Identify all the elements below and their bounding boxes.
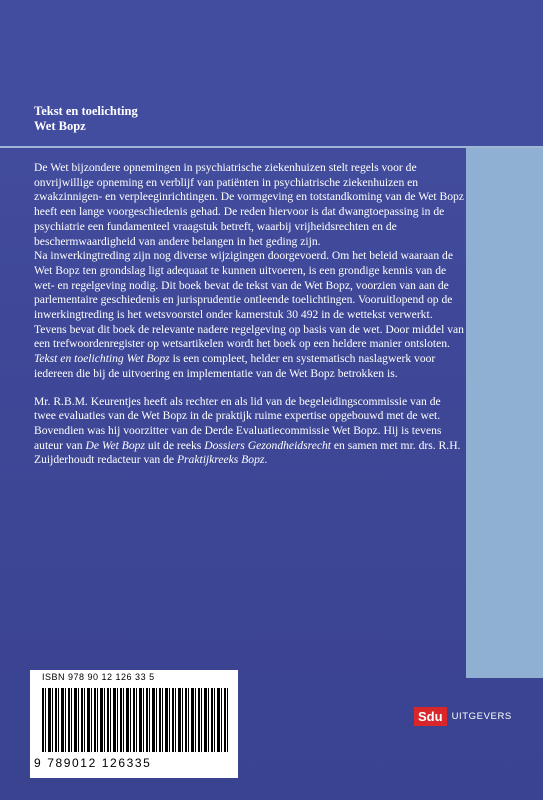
paragraph-summary: Tekst en toelichting Wet Bopz is een compleet, helder en systematisch naslagwerk voor iedereen die bij de uitvoering en implementatie van de Wet Bopz betrokken is. <box>34 352 436 380</box>
right-color-panel <box>466 148 543 678</box>
barcode-icon <box>42 688 228 752</box>
ean-digits: 9 789012 126335 <box>34 756 152 770</box>
blurb <box>34 161 464 468</box>
divider-rule <box>0 146 543 148</box>
isbn-label: ISBN 978 90 12 126 33 5 <box>42 672 155 682</box>
book-title-italic: Tekst en toelichting Wet Bopz <box>34 352 170 366</box>
publisher-logo <box>414 706 512 726</box>
title-line-1: Tekst en toelichting <box>34 104 138 118</box>
paragraph-author: Mr. R.B.M. Keurentjes heeft als rechter en als lid van de begeleidingscommissie van de twee evaluaties van de Wet Bopz in de praktijk ruime expertise opgebouwd met de wet. Bovendien was hij voorzitter van de Derde Evaluatiecommissie Wet Bopz. Hij is tevens auteur van De Wet Bopz uit de reeks Dossiers Gezondheidsrecht en samen met mr. drs. R.H. Zuijderhoudt redacteur van de Praktijkreeks Bopz. <box>34 394 461 467</box>
title-line-2: Wet Bopz <box>34 119 86 133</box>
sdu-logo: Sdu <box>414 707 447 726</box>
paragraph-regulations: Tevens bevat dit boek de relevante nadere regelgeving op basis van de wet. Door middel van een trefwoordenregister op wetsartikelen wordt het boek op een heldere manier ontsloten. <box>34 322 464 351</box>
isbn-barcode-box <box>30 670 238 778</box>
book-title <box>34 104 138 134</box>
paragraph-intro: De Wet bijzondere opnemingen in psychiatrische ziekenhuizen stelt regels voor de onvrijwillige opneming en verblijf van patiënten in psychiatrische ziekenhuizen en zwakzinnigen- en verpleeginrichtingen. De vormgeving en totstandkoming van de Wet Bopz heeft een lange voorgeschiedenis gehad. De reden hiervoor is dat dwangtoepassing in de psychiatrie een fundamenteel vraagstuk betreft, waarbij vrijheidsrechten en de beschermwaardigheid van andere belangen in het geding zijn. <box>34 161 464 248</box>
publisher-name: UITGEVERS <box>451 710 512 722</box>
paragraph-contents: Na inwerkingtreding zijn nog diverse wijzigingen doorgevoerd. Om het beleid waaraan de Wet Bopz ten grondslag ligt adequaat te kunnen uitvoeren, is een grondige kennis van de wet- en regelgeving nodig. Dit boek bevat de tekst van de Wet Bopz, voorzien van aan de parlementaire geschiedenis en jurisprudentie ontleende toelichtingen. Vooruitlopend op de inwerkingtreding is het wetsvoorstel onder kamerstuk 30 492 in de wettekst verwerkt. <box>34 249 453 322</box>
